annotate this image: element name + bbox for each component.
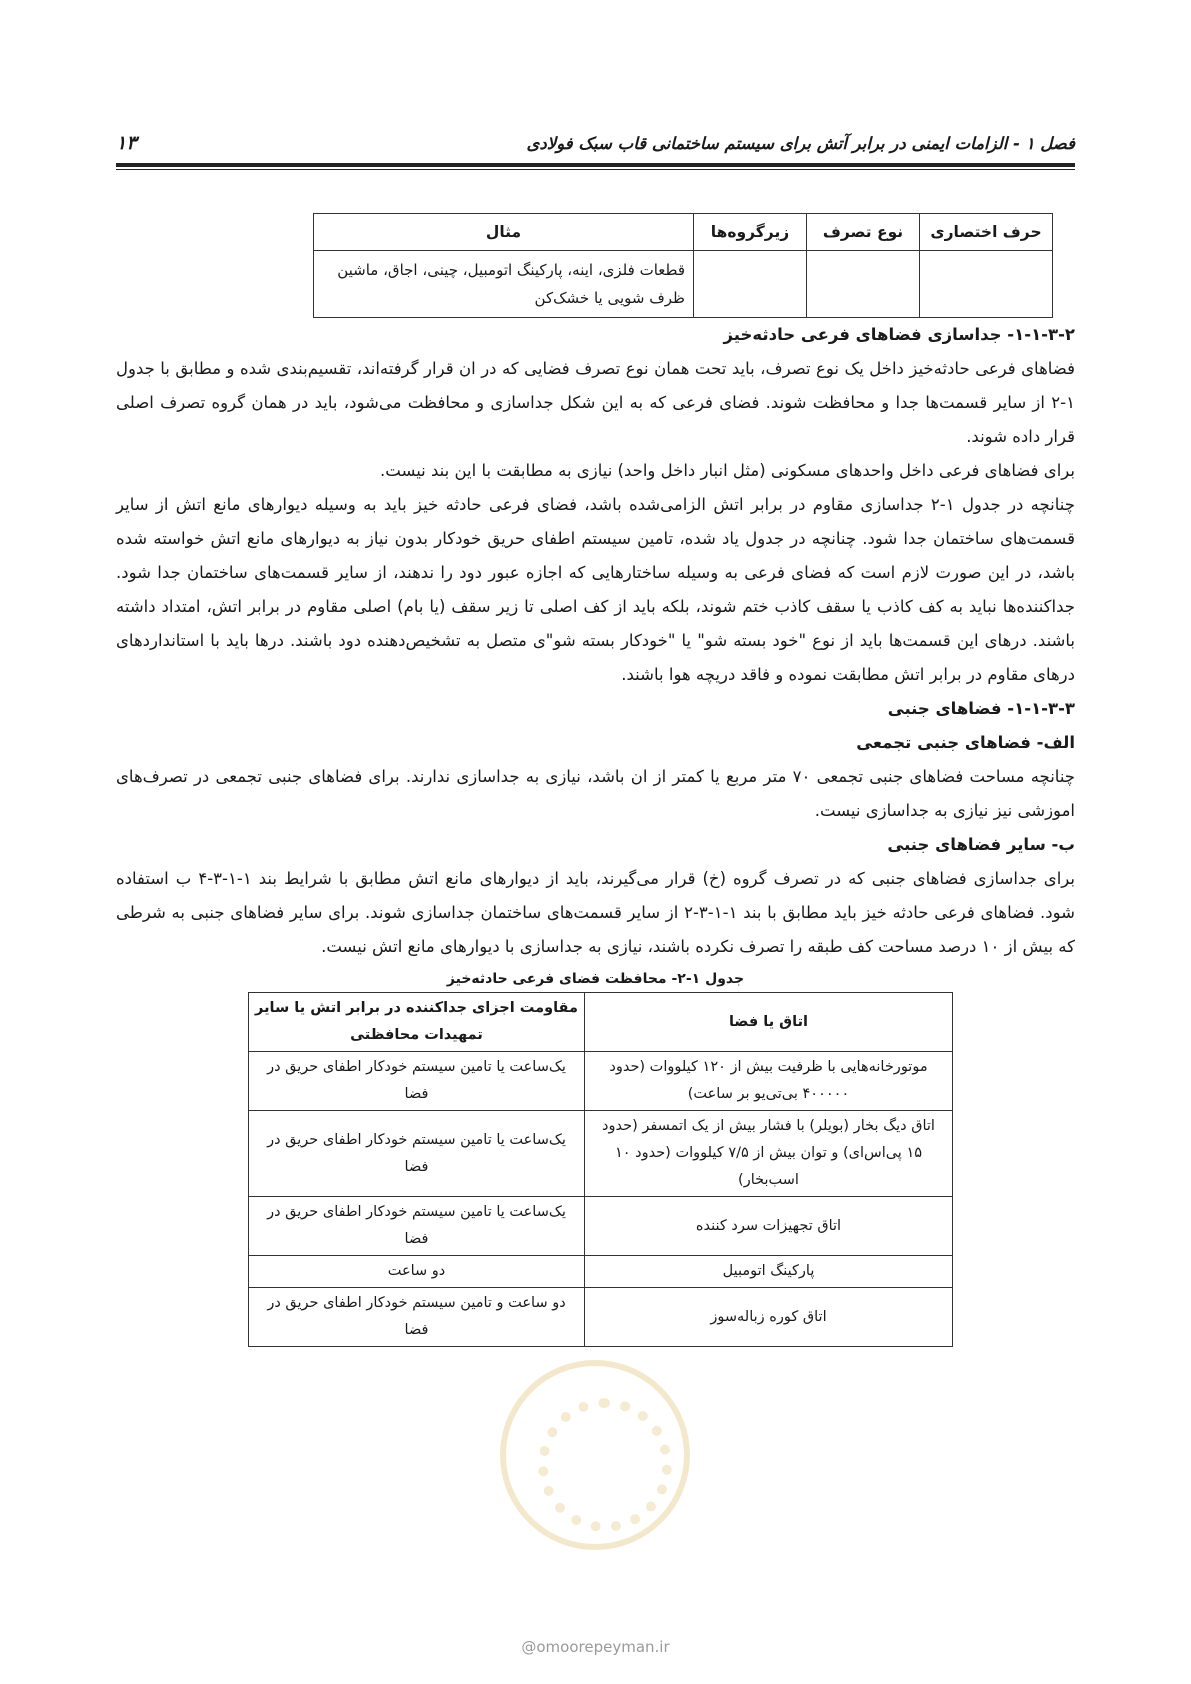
table-cell: یک‌ساعت یا تامین سیستم خودکار اطفای حریق در فضا	[249, 1052, 585, 1111]
table-cell	[807, 251, 920, 318]
table-cell: قطعات فلزی، اینه، پارکینگ اتومبیل، چینی، اجاق، ماشین ظرف شویی یا خشک‌کن	[314, 251, 694, 318]
paragraph: برای فضاهای فرعی داخل واحدهای مسکونی (مثل انبار داخل واحد) نیازی به مطابقت با این بند نیست.	[380, 461, 1075, 480]
page-content	[116, 213, 1075, 1347]
table-cell: اتاق تجهیزات سرد کننده	[585, 1197, 953, 1256]
table-row	[249, 1256, 953, 1288]
section-heading: ۱-۱-۳-۲- جداسازی فضاهای فرعی حادثه‌خیز	[723, 325, 1075, 344]
page-number: ۱۳	[116, 132, 137, 154]
table-cell: یک‌ساعت یا تامین سیستم خودکار اطفای حریق در فضا	[249, 1111, 585, 1197]
page-header	[116, 128, 1075, 158]
subsection-heading: الف- فضاهای جنبی تجمعی	[856, 733, 1075, 752]
paragraph: فضاهای فرعی حادثه‌خیز داخل یک نوع تصرف، باید تحت همان نوع تصرف فضایی که در ان قرار گرفته‌اند، تقسیم‌بندی شده و مطابق با جدول ۱-۲ از سایر قسمت‌ها جدا و محافظت شوند. فضای فرعی که به این شکل جداسازی و محافظت می‌شود، باید در همان گروه تصرف اصلی قرار داده شوند.	[116, 359, 1075, 446]
col-resistance: مقاومت اجزای جداکننده در برابر اتش یا سایر تمهیدات محافظتی	[249, 993, 585, 1052]
watermark-gear-icon	[538, 1398, 672, 1532]
watermark-url: @omoorepeyman.ir	[521, 1638, 670, 1656]
table-cell: اتاق دیگ بخار (بویلر) با فشار بیش از یک اتمسفر (حدود ۱۵ پی‌اس‌ای) و توان بیش از ۷/۵ کیلووات (حدود ۱۰ اسب‌بخار)	[585, 1111, 953, 1197]
header-rule	[116, 163, 1075, 167]
col-subgroups: زیرگروه‌ها	[694, 214, 807, 251]
header-rule-thin	[116, 169, 1075, 170]
table-caption: جدول ۱-۲- محافظت فضای فرعی حادثه‌خیز	[446, 971, 745, 987]
header-title: فصل ۱ - الزامات ایمنی در برابر آتش برای سیستم ساختمانی قاب سبک فولادی	[526, 133, 1075, 153]
col-abbreviation: حرف اختصاری	[920, 214, 1053, 251]
hazard-protection-table	[248, 992, 953, 1347]
section-heading: ۱-۱-۳-۳- فضاهای جنبی	[887, 699, 1075, 718]
table-cell: دو ساعت و تامین سیستم خودکار اطفای حریق در فضا	[249, 1288, 585, 1347]
table-cell	[920, 251, 1053, 318]
subsection-heading: ب- سایر فضاهای جنبی	[887, 835, 1075, 854]
col-occupancy-type: نوع تصرف	[807, 214, 920, 251]
table-row	[314, 251, 1053, 318]
paragraph: برای جداسازی فضاهای جنبی که در تصرف گروه (خ) قرار می‌گیرند، باید از دیوارهای مانع اتش مطابق با شرایط بند ۱-۱-۳-۴ ب استفاده شود. فضاهای فرعی حادثه خیز باید مطابق با بند ۱-۱-۳-۲ از سایر قسمت‌های ساختمان جداسازی شوند. برای سایر فضاهای جنبی به شرطی که بیش از ۱۰ درصد مساحت کف طبقه را تصرف نکرده باشند، نیازی به جداسازی با دیوارهای مانع اتش نیست.	[116, 869, 1075, 956]
table-cell: اتاق کوره زباله‌سوز	[585, 1288, 953, 1347]
col-room: اتاق یا فضا	[585, 993, 953, 1052]
table-cell	[694, 251, 807, 318]
watermark-seal	[500, 1360, 690, 1550]
table-cell: پارکینگ اتومبیل	[585, 1256, 953, 1288]
table-row	[249, 1111, 953, 1197]
table-header-row	[249, 993, 953, 1052]
col-example: مثال	[314, 214, 694, 251]
paragraph: چنانچه در جدول ۱-۲ جداسازی مقاوم در برابر اتش الزامی‌شده باشد، فضای فرعی حادثه خیز باید به وسیله دیوارهای مانع اتش از سایر قسمت‌های ساختمان جدا شود. چنانچه در جدول یاد شده، تامین سیستم اطفای حریق خودکار بدون نیاز به دیوارهای مانع اتش خواسته شده باشد، در این صورت لازم است که فضای فرعی به وسیله ساختارهایی که اجازه عبور دود را ندهند، از سایر قسمت‌های ساختمان جدا شود. جداکننده‌ها نباید به کف کاذب یا سقف کاذب ختم شوند، بلکه باید از کف اصلی تا زیر سقف (یا بام) اصلی مقاوم در برابر اتش، امتداد داشته باشند. درهای این قسمت‌ها باید از نوع "خود بسته شو" یا "خودکار بسته شو"ی متصل به تشخیص‌دهنده دود باشند. درها باید با استانداردهای درهای مقاوم در برابر اتش مطابقت نموده و فاقد دریچه هوا باشند.	[116, 495, 1075, 684]
table-cell: دو ساعت	[249, 1256, 585, 1288]
table-cell: موتورخانه‌هایی با ظرفیت بیش از ۱۲۰ کیلووات (حدود ۴۰۰۰۰۰ بی‌تی‌یو بر ساعت)	[585, 1052, 953, 1111]
table-header-row	[314, 214, 1053, 251]
table-cell: یک‌ساعت یا تامین سیستم خودکار اطفای حریق در فضا	[249, 1197, 585, 1256]
table-row	[249, 1052, 953, 1111]
table-row	[249, 1288, 953, 1347]
table-row	[249, 1197, 953, 1256]
occupancy-table	[313, 213, 1053, 318]
paragraph: چنانچه مساحت فضاهای جنبی تجمعی ۷۰ متر مربع یا کمتر از ان باشد، نیازی به جداسازی ندارند. برای فضاهای جنبی تجمعی در تصرف‌های اموزشی نیز نیازی به جداسازی نیست.	[116, 767, 1076, 820]
